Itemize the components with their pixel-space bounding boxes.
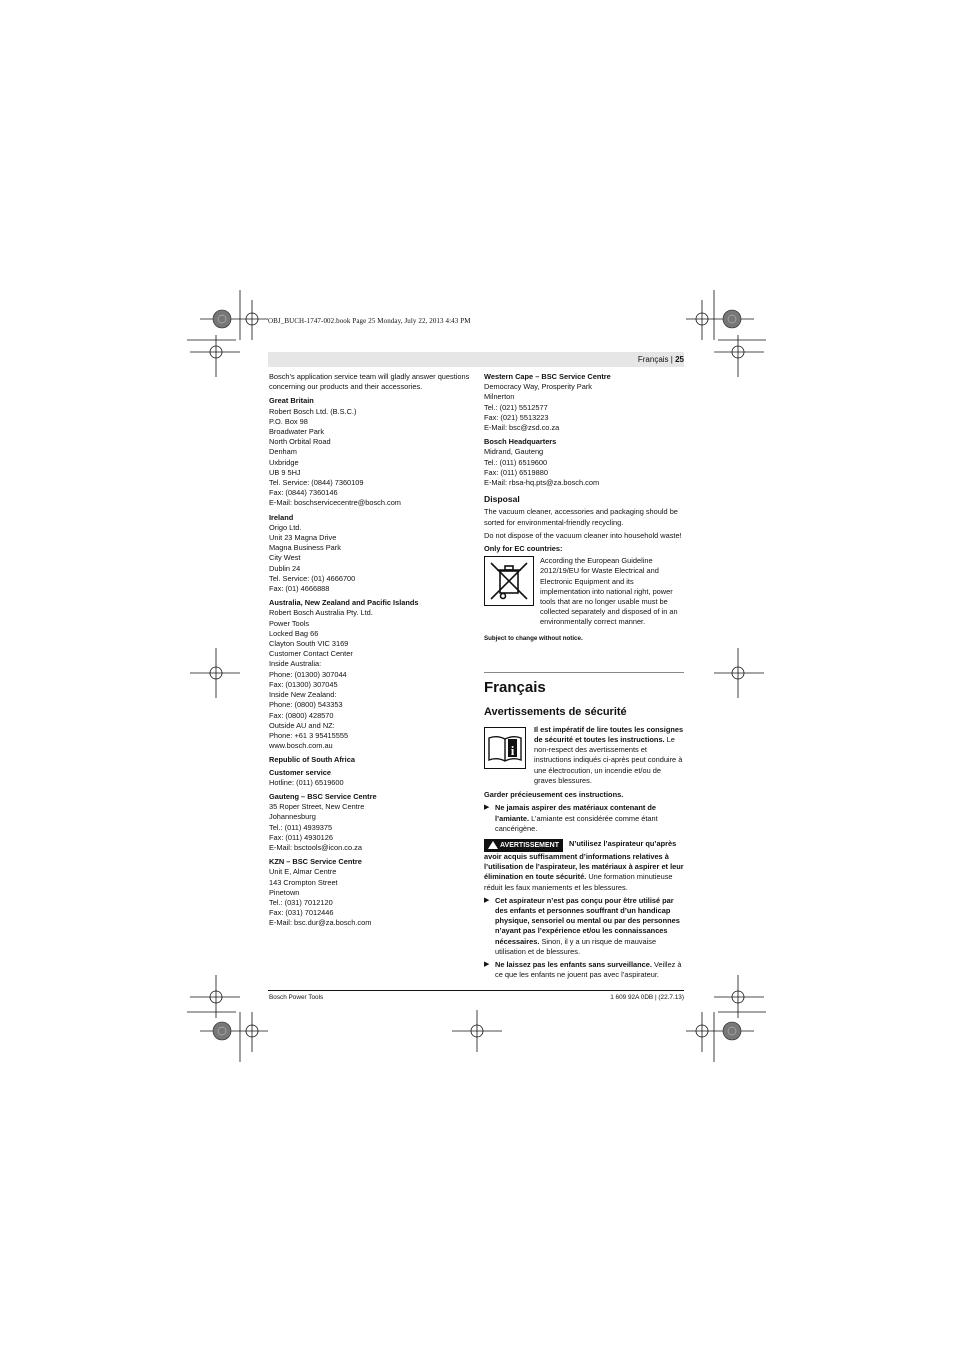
great-britain-address — [269, 407, 474, 509]
address-line: Dublin 24 — [269, 563, 301, 573]
disposal-heading: Disposal — [484, 494, 520, 505]
service-intro: Bosch’s application service team will gladly answer questions concerning our products and their accessories. — [269, 372, 470, 392]
bullet-children-use-bold: Cet aspirateur n’est pas conçu pour être utilisé par des enfants et personnes souffrant d’un handicap physique, sensoriel ou mental ou par des personnes n’ayant pas l’expérience et/ou les connaissances nécessaires. — [495, 895, 680, 946]
address-line: Fax: (031) 7012446 — [269, 908, 334, 918]
address-line: Phone: (01300) 307044 — [269, 669, 347, 679]
address-line: Hotline: (011) 6519600 — [269, 777, 344, 787]
disposal-text: The vacuum cleaner, accessories and packaging should be sorted for environmental-friendly recycling. — [484, 507, 678, 527]
address-line: Unit 23 Magna Drive — [269, 533, 337, 543]
warning-text: Une formation minutieuse réduit les faux maniements et les blessures. — [484, 872, 673, 892]
address-line: 35 Roper Street, New Centre — [269, 802, 365, 812]
gauteng-heading: Gauteng – BSC Service Centre — [269, 791, 377, 801]
keep-instructions: Garder précieusement ces instructions. — [484, 790, 624, 800]
address-line: Inside New Zealand: — [269, 690, 337, 700]
address-line: Origo Ltd. — [269, 522, 302, 532]
customer-service-heading: Customer service — [269, 767, 332, 777]
address-line: City West — [269, 553, 301, 563]
bullet-asbestos-text: L’amiante est considérée comme étant cancérigène. — [495, 813, 658, 833]
address-line: Fax: (0844) 7360146 — [269, 488, 338, 498]
address-line: Locked Bag 66 — [269, 628, 319, 638]
read-instructions-block — [484, 725, 684, 786]
gauteng-address — [269, 802, 474, 853]
address-line: Unit E, Almar Centre — [269, 867, 337, 877]
address-line: Power Tools — [269, 618, 310, 628]
great-britain-heading: Great Britain — [269, 396, 314, 406]
ec-countries-heading: Only for EC countries: — [484, 544, 563, 554]
address-line: Magna Business Park — [269, 543, 341, 553]
address-line: Tel. Service: (0844) 7360109 — [269, 478, 364, 488]
address-line: E-Mail: bsc@zsd.co.za — [484, 423, 560, 433]
south-africa-heading: Republic of South Africa — [269, 755, 355, 765]
headquarters-heading: Bosch Headquarters — [484, 437, 557, 447]
footer-rule — [268, 990, 684, 991]
crossed-bin-icon — [484, 556, 534, 606]
australia-heading: Australia, New Zealand and Pacific Islands — [269, 598, 419, 608]
bullet-supervision-text: Veillez à ce que les enfants ne jouent pas avec l’aspirateur. — [495, 959, 682, 980]
address-line: E-Mail: rbsa-hq.pts@za.bosch.com — [484, 478, 600, 488]
footer-doc-number: 1 609 92A 0DB | (22.7.13) — [610, 994, 684, 1001]
australia-address — [269, 608, 474, 751]
address-line: Outside AU and NZ: — [269, 720, 335, 730]
book-slug: OBJ_BUCH-1747-002.book Page 25 Monday, July 22, 2013 4:43 PM — [268, 317, 471, 325]
address-line: E-Mail: bsc.dur@za.bosch.com — [269, 918, 372, 928]
warning-bold: N’utilisez l’aspirateur qu’après avoir acquis suffisamment d’informations relatives à l’utilisation de l’aspirateur, les matériaux à aspirer et leur élimination en toute sécurité. — [484, 838, 684, 882]
address-line: E-Mail: boschservicecentre@bosch.com — [269, 498, 401, 508]
address-line: Customer Contact Center — [269, 649, 353, 659]
read-instructions-text: Le non-respect des avertissements et instructions indiqués ci-après peut conduire à une électrocution, un incendie et/ou de graves blessures. — [534, 735, 683, 785]
kzn-heading: KZN – BSC Service Centre — [269, 857, 362, 867]
address-line: Tel. Service: (01) 4666700 — [269, 573, 356, 583]
address-line: Midrand, Gauteng — [484, 447, 544, 457]
address-line: Phone: (0800) 543353 — [269, 700, 343, 710]
read-instructions-bold: Il est impératif de lire toutes les consignes de sécurité et toutes les instructions. — [534, 724, 684, 745]
address-line: Fax: (0800) 428570 — [269, 710, 334, 720]
western-cape-heading: Western Cape – BSC Service Centre — [484, 372, 611, 381]
svg-text:i: i — [510, 742, 515, 758]
address-line: 143 Crompton Street — [269, 877, 338, 887]
address-line: Fax: (021) 5513223 — [484, 412, 549, 422]
address-line: Robert Bosch Australia Pty. Ltd. — [269, 608, 373, 618]
address-line: Tel.: (011) 6519600 — [484, 457, 548, 467]
address-line: North Orbital Road — [269, 437, 331, 447]
address-line: Inside Australia: — [269, 659, 322, 669]
bullet-asbestos-bold: Ne jamais aspirer des matériaux contenant de l’amiante. — [495, 803, 657, 823]
headquarters-address — [484, 447, 684, 488]
page-number: 25 — [675, 355, 684, 364]
bullet-children-use: ▶ Cet aspirateur n’est pas conçu pour être utilisé par des enfants et personnes souffrant d’un handicap physique, sensoriel ou mental ou par des personnes n’ayant pas l’expérience et/ou les connaissances nécessaires. Sinon, il y a un risque de mauvaise utilisation et de blessures. — [484, 895, 680, 956]
warning-paragraph — [484, 839, 684, 893]
address-line: Johannesburg — [269, 812, 316, 822]
bullet-asbestos: ▶ Ne jamais aspirer des matériaux contenant de l’amiante. L’amiante est considérée comme étant cancérigène. — [484, 803, 658, 833]
footer-brand: Bosch Power Tools — [269, 994, 324, 1001]
right-column — [484, 372, 684, 980]
kzn-address — [269, 867, 474, 928]
address-line: Clayton South VIC 3169 — [269, 639, 349, 649]
ireland-heading: Ireland — [269, 512, 294, 522]
address-line: Pinetown — [269, 887, 300, 897]
address-line: Tel.: (021) 5512577 — [484, 402, 548, 412]
address-line: Fax: (011) 6519880 — [484, 467, 548, 477]
address-line: P.O. Box 98 — [269, 416, 308, 426]
header-bar — [268, 352, 684, 367]
section-title: Français — [484, 678, 546, 696]
customer-service-lines — [269, 778, 474, 788]
address-line: Uxbridge — [269, 457, 299, 467]
change-notice: Subject to change without notice. — [484, 634, 583, 642]
address-line: E-Mail: bsctools@icon.co.za — [269, 842, 362, 852]
address-line: Fax: (01300) 307045 — [269, 679, 338, 689]
bullet-supervision-bold: Ne laissez pas les enfants sans surveillance. — [495, 959, 652, 969]
weee-block — [484, 556, 684, 627]
address-line: Phone: +61 3 95415555 — [269, 730, 349, 740]
address-line: Fax: (011) 4930126 — [269, 832, 333, 842]
address-line: Milnerton — [484, 392, 515, 402]
bullet-children-use-text: Sinon, il y a un risque de mauvaise utilisation et de blessures. — [495, 936, 657, 956]
address-line: Democracy Way, Prosperity Park — [484, 382, 593, 392]
address-line: Tel.: (031) 7012120 — [269, 897, 333, 907]
ireland-address — [269, 523, 474, 594]
address-line: Robert Bosch Ltd. (B.S.C.) — [269, 406, 357, 416]
warning-badge — [484, 839, 563, 852]
address-line: UB 9 5HJ — [269, 467, 301, 477]
address-line: Fax: (01) 4666888 — [269, 584, 330, 594]
header-language: Français — [637, 355, 669, 364]
left-column — [269, 372, 474, 929]
safety-subtitle: Avertissements de sécurité — [484, 705, 627, 718]
running-header: Français | 25 — [637, 355, 684, 364]
section-divider — [484, 672, 684, 673]
address-line: www.bosch.com.au — [269, 741, 333, 751]
western-cape-address — [484, 382, 684, 433]
warning-triangle-icon — [488, 841, 498, 849]
disposal-household-warning: Do not dispose of the vacuum cleaner into household waste! — [484, 530, 682, 540]
address-line: Broadwater Park — [269, 427, 325, 437]
read-manual-icon — [484, 727, 526, 769]
ec-guideline-text: According the European Guideline 2012/19/EU for Waste Electrical and Electronic Equipment and its implementation into national right, power tools that are no longer usable must be collected separately and disposed of in an environmentally correct manner. — [540, 556, 678, 627]
bullet-supervision: ▶ Ne laissez pas les enfants sans surveillance. Veillez à ce que les enfants ne jouent pas avec l’aspirateur. — [484, 959, 682, 980]
address-line: Denham — [269, 447, 297, 457]
warning-label: AVERTISSEMENT — [500, 841, 559, 849]
address-line: Tel.: (011) 4939375 — [269, 822, 333, 832]
